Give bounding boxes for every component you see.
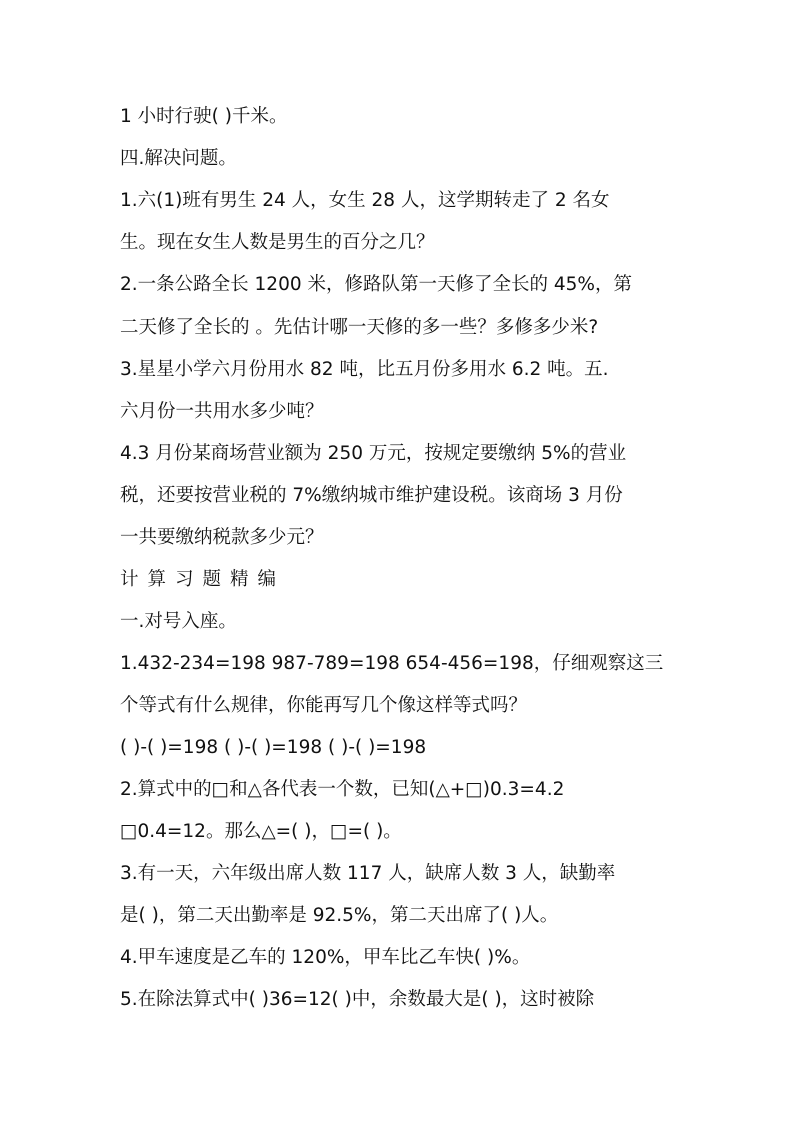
text-line: □0.4=12。那么△=( )，□=( )。 <box>120 821 402 842</box>
text-line: 1.六(1)班有男生 24 人，女生 28 人，这学期转走了 2 名女 <box>120 190 610 211</box>
text-line: 二天修了全长的 。先估计哪一天修的多一些？多修多少米? <box>120 317 599 338</box>
text-line: 5.在除法算式中( )36=12( )中，余数最大是( )，这时被除 <box>120 989 595 1010</box>
text-line: 六月份一共用水多少吨？ <box>120 401 324 422</box>
text-line: 2.一条公路全长 1200 米，修路队第一天修了全长的 45%，第 <box>120 274 632 295</box>
text-line: 3.有一天，六年级出席人数 117 人，缺席人数 3 人，缺勤率 <box>120 863 616 884</box>
section-title: 计算习题精编 <box>120 569 286 590</box>
text-line: 4.甲车速度是乙车的 120%，甲车比乙车快( )%。 <box>120 947 531 968</box>
section-heading: 一.对号入座。 <box>120 611 237 632</box>
text-line: 生。现在女生人数是男生的百分之几？ <box>120 232 435 253</box>
text-line: ( )-( )=198 ( )-( )=198 ( )-( )=198 <box>120 737 427 758</box>
text-line: 是( )，第二天出勤率是 92.5%，第二天出席了( )人。 <box>120 905 559 926</box>
text-line: 一共要缴纳税款多少元？ <box>120 527 324 548</box>
text-line: 3.星星小学六月份用水 82 吨，比五月份多用水 6.2 吨。五. <box>120 359 609 380</box>
text-line: 税，还要按营业税的 7%缴纳城市维护建设税。该商场 3 月份 <box>120 485 623 506</box>
text-line: 2.算式中的□和△各代表一个数，已知(△+□)0.3=4.2 <box>120 779 565 800</box>
text-line: 1 小时行驶( )千米。 <box>120 106 288 127</box>
text-line: 个等式有什么规律，你能再写几个像这样等式吗？ <box>120 695 528 716</box>
text-line: 1.432-234=198 987-789=198 654-456=198，仔细观察这三 <box>120 653 664 674</box>
section-heading: 四.解决问题。 <box>120 148 237 169</box>
text-line: 4.3 月份某商场营业额为 250 万元，按规定要缴纳 5%的营业 <box>120 443 627 464</box>
